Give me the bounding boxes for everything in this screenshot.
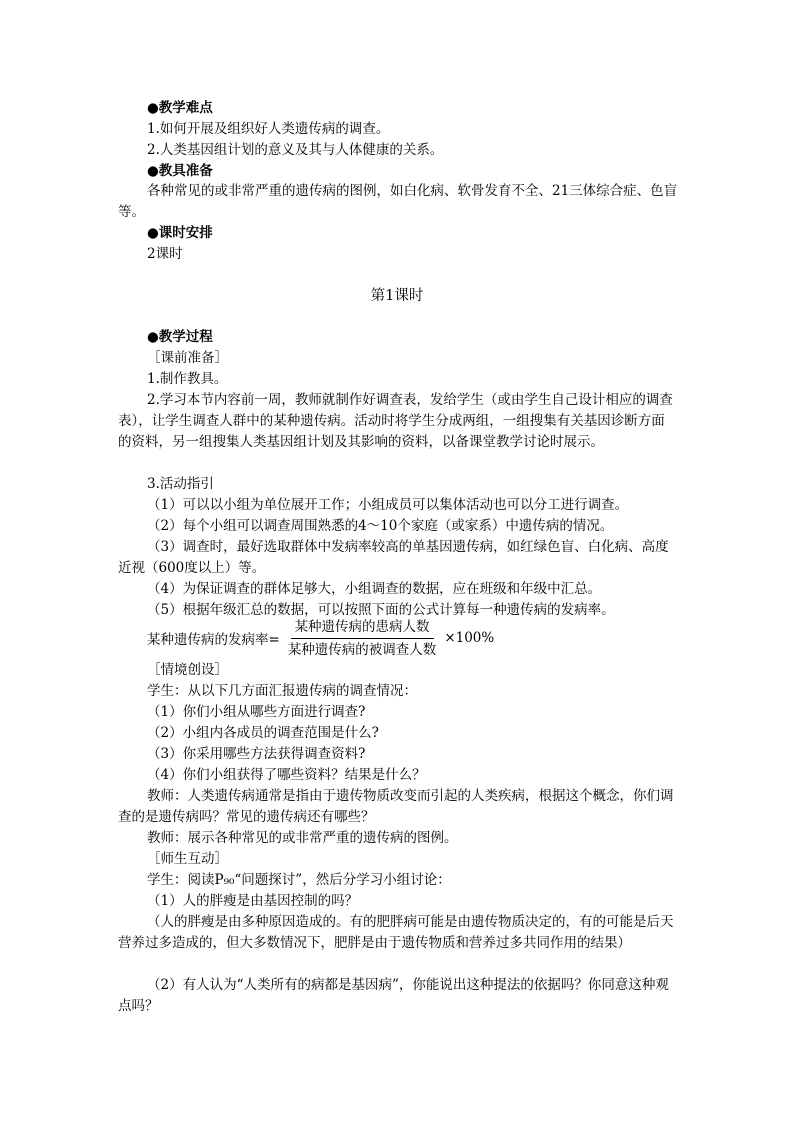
lesson-title: 第1课时	[370, 288, 424, 304]
guide-item-2: （2）每个小组可以调查周围熟悉的4～10个家庭（或家系）中遗传病的情况。	[147, 518, 614, 534]
schedule-text: 2课时	[147, 246, 183, 262]
discussion-1-answer: （人的胖瘦是由多种原因造成的。有的肥胖病可能是由遗传物质决定的，有的可能是后天营养过多造成的，但大多数情况下，肥胖是由于遗传物质和营养过多共同作用的结果）	[118, 914, 674, 951]
student-read: 学生：阅读P₉₀“问题探讨”，然后分学习小组讨论：	[147, 872, 451, 888]
formula-denominator: 某种遗传病的被调查人数	[287, 641, 437, 658]
incidence-formula	[147, 616, 494, 660]
prep-label: ［课前准备］	[147, 350, 228, 366]
prep-item-1: 1.制作教具。	[147, 371, 228, 387]
formula-rhs: ×100%	[444, 630, 495, 646]
question-1: （1）你们小组从哪些方面进行调查?	[147, 704, 366, 720]
difficulty-heading: ●教学难点	[147, 100, 213, 116]
student-intro: 学生：从以下几方面汇报遗传病的调查情况：	[147, 683, 417, 699]
schedule-heading: ●课时安排	[147, 225, 213, 241]
interact-label: ［师生互动］	[147, 851, 228, 867]
guide-item-1: （1）可以以小组为单位展开工作；小组成员可以集体活动也可以分工进行调查。	[147, 497, 629, 513]
guide-item-5: （5）根据年级汇总的数据，可以按照下面的公式计算每一种遗传病的发病率。	[147, 602, 615, 618]
question-3: （3）你采用哪些方法获得调查资料?	[147, 746, 366, 762]
discussion-1: （1）人的胖瘦是由基因控制的吗？	[147, 893, 359, 909]
difficulty-item-2: 2.人类基因组计划的意义及其与人体健康的关系。	[147, 142, 444, 158]
difficulty-item-1: 1.如何开展及组织好人类遗传病的调查。	[147, 121, 390, 137]
question-2: （2）小组内各成员的调查范围是什么?	[147, 725, 379, 741]
formula-fraction	[284, 618, 441, 659]
scene-label: ［情境创设］	[147, 662, 228, 678]
formula-numerator: 某种遗传病的患病人数	[291, 618, 434, 639]
question-4: （4）你们小组获得了哪些资料？结果是什么？	[147, 767, 426, 783]
guide-item-4: （4）为保证调查的群体足够大，小组调查的数据，应在班级和年级中汇总。	[147, 581, 602, 597]
materials-heading: ●教具准备	[147, 163, 213, 179]
formula-lhs: 某种遗传病的发病率=	[147, 632, 280, 648]
teacher-statement-2: 教师：展示各种常见的或非常严重的遗传病的图例。	[147, 830, 458, 846]
materials-text: 各种常见的或非常严重的遗传病的图例，如白化病、软骨发育不全、21三体综合症、色盲等。	[118, 183, 678, 220]
process-heading: ●教学过程	[147, 329, 213, 345]
prep-item-2: 2.学习本节内容前一周，教师就制作好调查表，发给学生（或由学生自己设计相应的调查表），让学生调查人群中的某种遗传病。活动时将学生分成两组，一组搜集有关基因诊断方面的资料，另一组搜集人类基因组计划及其影响的资料，以备课堂教学讨论时展示。	[118, 392, 673, 450]
teacher-statement-1: 教师：人类遗传病通常是指由于遗传物质改变而引起的人类疾病，根据这个概念，你们调查的是遗传病吗？常见的遗传病还有哪些？	[118, 788, 674, 825]
guide-item-3: （3）调查时，最好选取群体中发病率较高的单基因遗传病，如红绿色盲、白化病、高度近视（600度以上）等。	[118, 539, 669, 576]
prep-item-3: 3.活动指引	[147, 476, 214, 492]
discussion-2: （2）有人认为“人类所有的病都是基因病”，你能说出这种提法的依据吗？你同意这种观点吗？	[118, 977, 669, 1014]
